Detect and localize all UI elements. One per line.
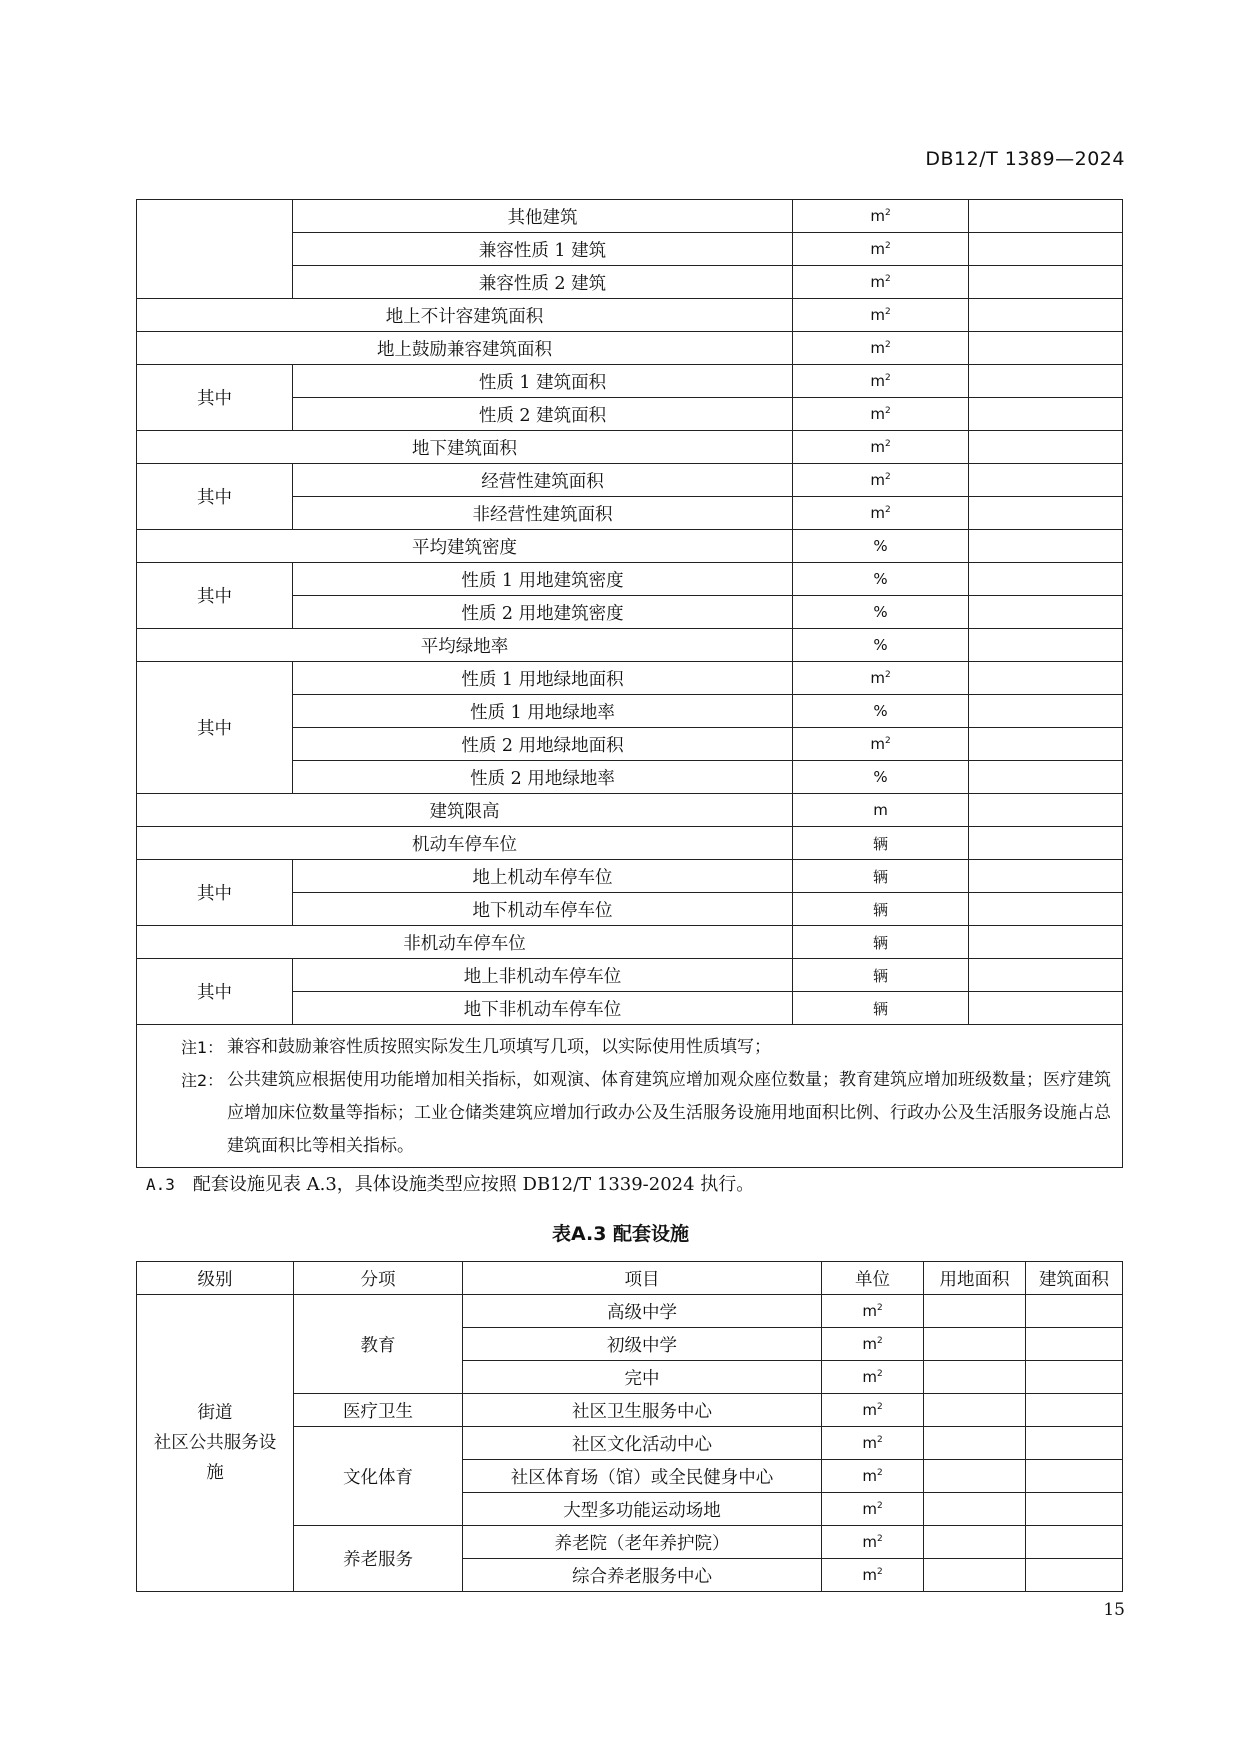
header-category: 分项 [294, 1262, 463, 1295]
value-cell [969, 530, 1123, 563]
unit-value: m [862, 1434, 877, 1452]
unit-cell [793, 233, 969, 266]
value-cell [969, 629, 1123, 662]
value-cell [969, 464, 1123, 497]
indicator-label: 平均绿地率 [137, 629, 793, 662]
unit-cell [793, 662, 969, 695]
unit-value: % [873, 537, 888, 555]
value-cell [969, 959, 1123, 992]
unit-cell [793, 761, 969, 794]
building-area-cell [1026, 1559, 1123, 1592]
indicator-label: 平均建筑密度 [137, 530, 793, 563]
table-row [137, 860, 1123, 893]
header-item: 项目 [463, 1262, 822, 1295]
unit-value: m [870, 372, 885, 390]
notes-cell [137, 1025, 1123, 1168]
unit-value: m [870, 306, 885, 324]
note-label: 注2： [181, 1071, 224, 1090]
clause-a3 [146, 1170, 754, 1196]
unit-exponent: 2 [884, 208, 891, 218]
level-line: 社区公共服务设 [153, 1433, 277, 1453]
unit-value: m [870, 438, 885, 456]
unit-exponent: 2 [884, 307, 891, 317]
table-row [137, 827, 1123, 860]
item-cell: 高级中学 [463, 1295, 822, 1328]
item-cell: 社区文化活动中心 [463, 1427, 822, 1460]
unit-cell [793, 299, 969, 332]
unit-value: m [870, 207, 885, 225]
value-cell [969, 332, 1123, 365]
category-cell: 医疗卫生 [294, 1394, 463, 1427]
group-label: 其中 [137, 365, 293, 431]
unit-exponent: 2 [884, 439, 891, 449]
unit-value: % [873, 603, 888, 621]
unit-value: % [873, 768, 888, 786]
unit-exponent: 2 [876, 1303, 883, 1313]
building-area-cell [1026, 1427, 1123, 1460]
unit-exponent: 2 [876, 1336, 883, 1346]
unit-value: 辆 [872, 867, 888, 886]
indicator-label: 性质 1 建筑面积 [293, 365, 793, 398]
indicator-label: 非机动车停车位 [137, 926, 793, 959]
note-text: 公共建筑应根据使用功能增加相关指标，如观演、体育建筑应增加观众座位数量；教育建筑应增加班级数量；医疗建筑应增加床位数量等指标；工业仓储类建筑应增加行政办公及生活服务设施用地面积比例、行政办公及生活服务设施占总建筑面积比等相关指标。 [227, 1070, 1111, 1156]
table-row [137, 464, 1123, 497]
category-cell: 教育 [294, 1295, 463, 1394]
table-row [137, 530, 1123, 563]
land-area-cell [924, 1295, 1026, 1328]
value-cell [969, 497, 1123, 530]
value-cell [969, 398, 1123, 431]
land-area-cell [924, 1559, 1026, 1592]
table-row [137, 1295, 1123, 1328]
table-row [137, 629, 1123, 662]
indicator-label: 性质 1 用地绿地面积 [293, 662, 793, 695]
unit-value: 辆 [872, 933, 888, 952]
table-row [137, 959, 1123, 992]
item-cell: 社区卫生服务中心 [463, 1394, 822, 1427]
table-row [137, 200, 1123, 233]
indicator-label: 地上机动车停车位 [293, 860, 793, 893]
building-area-cell [1026, 1394, 1123, 1427]
table-row [137, 662, 1123, 695]
item-cell: 综合养老服务中心 [463, 1559, 822, 1592]
page-number: 15 [1103, 1600, 1125, 1620]
unit-cell [822, 1526, 924, 1559]
level-line: 街道 [197, 1403, 233, 1423]
table-row [137, 563, 1123, 596]
header-unit: 单位 [822, 1262, 924, 1295]
value-cell [969, 431, 1123, 464]
item-cell: 初级中学 [463, 1328, 822, 1361]
group-label: 其中 [137, 959, 293, 1025]
value-cell [969, 365, 1123, 398]
unit-cell [822, 1295, 924, 1328]
table-a3-title: 表A.3 配套设施 [551, 1223, 690, 1245]
indicator-label: 地下机动车停车位 [293, 893, 793, 926]
indicator-label: 地下建筑面积 [137, 431, 793, 464]
level-line: 施 [206, 1463, 224, 1483]
value-cell [969, 596, 1123, 629]
unit-value: 辆 [872, 900, 888, 919]
indicator-label: 其他建筑 [293, 200, 793, 233]
value-cell [969, 299, 1123, 332]
unit-value: m [870, 339, 885, 357]
note-text: 兼容和鼓励兼容性质按照实际发生几项填写几项，以实际使用性质填写； [227, 1037, 771, 1057]
unit-cell [793, 530, 969, 563]
unit-cell [822, 1328, 924, 1361]
unit-exponent: 2 [876, 1534, 883, 1544]
building-area-cell [1026, 1460, 1123, 1493]
group-label [137, 200, 293, 299]
indicator-label: 性质 1 用地建筑密度 [293, 563, 793, 596]
unit-exponent: 2 [884, 340, 891, 350]
land-area-cell [924, 1361, 1026, 1394]
indicator-label: 性质 2 建筑面积 [293, 398, 793, 431]
unit-value: m [870, 471, 885, 489]
unit-cell [793, 992, 969, 1025]
value-cell [969, 200, 1123, 233]
unit-value: m [862, 1335, 877, 1353]
value-cell [969, 893, 1123, 926]
group-label: 其中 [137, 464, 293, 530]
unit-value: m [862, 1500, 877, 1518]
unit-cell [793, 266, 969, 299]
land-area-cell [924, 1394, 1026, 1427]
unit-exponent: 2 [876, 1402, 883, 1412]
unit-cell [793, 926, 969, 959]
unit-cell [793, 464, 969, 497]
unit-value: m [870, 669, 885, 687]
indicator-label: 性质 1 用地绿地率 [293, 695, 793, 728]
unit-value: m [862, 1566, 877, 1584]
table-row [137, 926, 1123, 959]
table-row [137, 332, 1123, 365]
unit-cell [793, 497, 969, 530]
unit-value: m [873, 801, 888, 819]
building-area-cell [1026, 1361, 1123, 1394]
unit-cell [793, 596, 969, 629]
value-cell [969, 827, 1123, 860]
unit-value: 辆 [872, 834, 888, 853]
indicator-label: 机动车停车位 [137, 827, 793, 860]
unit-cell [793, 398, 969, 431]
unit-value: % [873, 702, 888, 720]
value-cell [969, 926, 1123, 959]
unit-cell [793, 860, 969, 893]
note [181, 1064, 1112, 1163]
land-area-cell [924, 1427, 1026, 1460]
indicator-label: 地上非机动车停车位 [293, 959, 793, 992]
unit-exponent: 2 [884, 373, 891, 383]
unit-cell [793, 332, 969, 365]
unit-cell [793, 959, 969, 992]
facilities-table [136, 1261, 1123, 1592]
unit-value: m [862, 1533, 877, 1551]
value-cell [969, 695, 1123, 728]
header-land-area: 用地面积 [924, 1262, 1026, 1295]
unit-value: % [873, 636, 888, 654]
unit-cell [822, 1460, 924, 1493]
value-cell [969, 860, 1123, 893]
group-label: 其中 [137, 860, 293, 926]
unit-cell [793, 431, 969, 464]
clause-number: A.3 [146, 1175, 175, 1194]
unit-value: m [870, 240, 885, 258]
unit-value: m [862, 1302, 877, 1320]
building-area-cell [1026, 1526, 1123, 1559]
unit-cell [822, 1427, 924, 1460]
unit-exponent: 2 [884, 670, 891, 680]
unit-exponent: 2 [876, 1501, 883, 1511]
unit-value: 辆 [872, 999, 888, 1018]
indicator-label: 兼容性质 1 建筑 [293, 233, 793, 266]
unit-cell [822, 1361, 924, 1394]
indicator-label: 地上鼓励兼容建筑面积 [137, 332, 793, 365]
indicator-table [136, 199, 1123, 1168]
land-area-cell [924, 1493, 1026, 1526]
land-area-cell [924, 1460, 1026, 1493]
indicator-label: 经营性建筑面积 [293, 464, 793, 497]
indicator-label: 性质 2 用地绿地面积 [293, 728, 793, 761]
item-cell: 社区体育场（馆）或全民健身中心 [463, 1460, 822, 1493]
indicator-label: 地上不计容建筑面积 [137, 299, 793, 332]
unit-value: 辆 [872, 966, 888, 985]
value-cell [969, 266, 1123, 299]
unit-value: m [862, 1368, 877, 1386]
building-area-cell [1026, 1295, 1123, 1328]
unit-cell [793, 893, 969, 926]
unit-cell [793, 695, 969, 728]
unit-value: m [870, 735, 885, 753]
note-label: 注1： [181, 1038, 224, 1057]
unit-exponent: 2 [884, 472, 891, 482]
unit-exponent: 2 [884, 241, 891, 251]
header-building-area: 建筑面积 [1026, 1262, 1123, 1295]
value-cell [969, 794, 1123, 827]
unit-value: m [862, 1401, 877, 1419]
unit-exponent: 2 [884, 406, 891, 416]
table-row [137, 299, 1123, 332]
building-area-cell [1026, 1493, 1123, 1526]
indicator-label: 地下非机动车停车位 [293, 992, 793, 1025]
table-header-row [137, 1262, 1123, 1295]
note [181, 1031, 1112, 1064]
unit-value: m [870, 405, 885, 423]
value-cell [969, 662, 1123, 695]
unit-value: m [870, 504, 885, 522]
category-cell: 文化体育 [294, 1427, 463, 1526]
unit-exponent: 2 [876, 1468, 883, 1478]
unit-cell [822, 1394, 924, 1427]
unit-cell [793, 794, 969, 827]
unit-cell [793, 200, 969, 233]
group-label: 其中 [137, 662, 293, 794]
table-row [137, 365, 1123, 398]
unit-exponent: 2 [884, 736, 891, 746]
group-label: 其中 [137, 563, 293, 629]
unit-cell [793, 827, 969, 860]
unit-cell [822, 1493, 924, 1526]
item-cell: 完中 [463, 1361, 822, 1394]
unit-exponent: 2 [876, 1369, 883, 1379]
level-cell [137, 1295, 294, 1592]
value-cell [969, 728, 1123, 761]
unit-exponent: 2 [876, 1567, 883, 1577]
unit-value: m [862, 1467, 877, 1485]
value-cell [969, 233, 1123, 266]
unit-value: m [870, 273, 885, 291]
unit-cell [793, 563, 969, 596]
item-cell: 大型多功能运动场地 [463, 1493, 822, 1526]
building-area-cell [1026, 1328, 1123, 1361]
table-row [137, 431, 1123, 464]
value-cell [969, 761, 1123, 794]
indicator-label: 兼容性质 2 建筑 [293, 266, 793, 299]
header-level: 级别 [137, 1262, 294, 1295]
land-area-cell [924, 1328, 1026, 1361]
indicator-label: 非经营性建筑面积 [293, 497, 793, 530]
land-area-cell [924, 1526, 1026, 1559]
unit-exponent: 2 [876, 1435, 883, 1445]
value-cell [969, 992, 1123, 1025]
clause-text: 配套设施见表 A.3，具体设施类型应按照 DB12/T 1339-2024 执行。 [192, 1174, 755, 1195]
indicator-label: 性质 2 用地建筑密度 [293, 596, 793, 629]
indicator-label: 建筑限高 [137, 794, 793, 827]
item-cell: 养老院（老年养护院） [463, 1526, 822, 1559]
unit-exponent: 2 [884, 274, 891, 284]
indicator-label: 性质 2 用地绿地率 [293, 761, 793, 794]
unit-value: % [873, 570, 888, 588]
document-code: DB12/T 1389—2024 [925, 148, 1125, 170]
unit-cell [793, 629, 969, 662]
unit-cell [793, 365, 969, 398]
value-cell [969, 563, 1123, 596]
unit-exponent: 2 [884, 505, 891, 515]
unit-cell [822, 1559, 924, 1592]
table-row [137, 794, 1123, 827]
notes-row [137, 1025, 1123, 1168]
unit-cell [793, 728, 969, 761]
category-cell: 养老服务 [294, 1526, 463, 1592]
